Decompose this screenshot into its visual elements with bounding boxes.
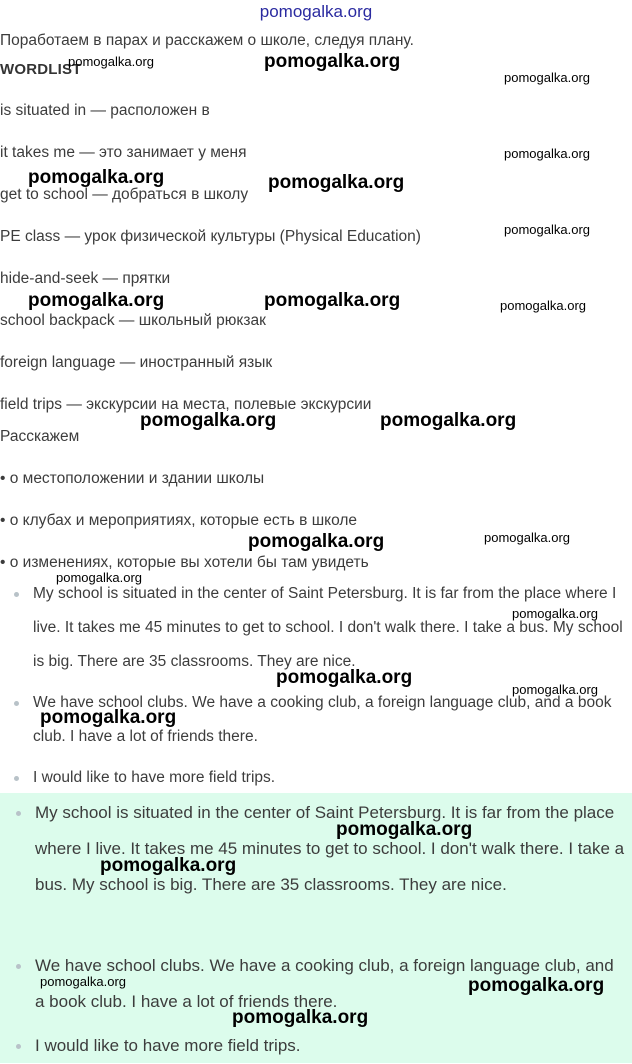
bullet-icon bbox=[16, 964, 21, 969]
watermark: pomogalka.org bbox=[504, 146, 590, 161]
site-header-link[interactable]: pomogalka.org bbox=[259, 2, 373, 21]
watermark: pomogalka.org bbox=[100, 855, 237, 876]
wordlist-item: foreign language — иностранный язык bbox=[0, 354, 273, 371]
answer-text: We have school clubs. We have a cooking club, a foreign language club, and a book club. I have a lot of friends there. bbox=[35, 956, 614, 1011]
watermark: pomogalka.org bbox=[468, 975, 605, 996]
wordlist-item: is situated in — расположен в bbox=[0, 102, 210, 119]
wordlist-title: WORDLIST bbox=[0, 61, 82, 78]
watermark: pomogalka.org bbox=[380, 410, 517, 431]
watermark: pomogalka.org bbox=[484, 530, 570, 545]
wordlist-item: PE class — урок физической культуры (Physical Education) bbox=[0, 228, 421, 245]
watermark: pomogalka.org bbox=[68, 54, 154, 69]
bullet-icon bbox=[16, 811, 21, 816]
plan-item: • о клубах и мероприятиях, которые есть в школе bbox=[0, 512, 358, 529]
watermark: pomogalka.org bbox=[276, 667, 413, 688]
watermark: pomogalka.org bbox=[264, 51, 401, 72]
wordlist-item: school backpack — школьный рюкзак bbox=[0, 312, 266, 329]
watermark: pomogalka.org bbox=[268, 172, 405, 193]
watermark: pomogalka.org bbox=[40, 974, 126, 989]
bullet-icon bbox=[14, 701, 19, 706]
watermark: pomogalka.org bbox=[140, 410, 277, 431]
plan-item: • о местоположении и здании школы bbox=[0, 470, 265, 487]
watermark: pomogalka.org bbox=[504, 70, 590, 85]
watermark: pomogalka.org bbox=[56, 570, 142, 585]
watermark: pomogalka.org bbox=[336, 819, 473, 840]
plan-title: Расскажем bbox=[0, 428, 80, 445]
wordlist-item: hide-and-seek — прятки bbox=[0, 270, 171, 287]
watermark: pomogalka.org bbox=[248, 531, 385, 552]
answer-text: We have school clubs. We have a cooking club, a foreign language club, and a book club. I have a lot of friends there. bbox=[33, 694, 612, 745]
watermark: pomogalka.org bbox=[232, 1007, 369, 1028]
wordlist-item: field trips — экскурсии на места, полевые экскурсии bbox=[0, 396, 372, 413]
answer-text: My school is situated in the center of Saint Petersburg. It is far from the place where I live. It takes me 45 minutes to get to school. I don't walk there. I take a bus. My school is big. There are 35 classrooms. They are nice. bbox=[35, 803, 625, 894]
bullet-icon bbox=[14, 592, 19, 597]
watermark: pomogalka.org bbox=[504, 222, 590, 237]
watermark: pomogalka.org bbox=[500, 298, 586, 313]
plan-item: • о изменениях, которые вы хотели бы там увидеть bbox=[0, 554, 369, 571]
watermark: pomogalka.org bbox=[512, 682, 598, 697]
answer-text: I would like to have more field trips. bbox=[35, 1036, 301, 1055]
bullet-icon bbox=[14, 776, 19, 781]
bullet-icon bbox=[16, 1044, 21, 1049]
task-intro: Поработаем в парах и расскажем о школе, следуя плану. bbox=[0, 32, 414, 49]
wordlist-item: it takes me — это занимает у меня bbox=[0, 144, 247, 161]
watermark: pomogalka.org bbox=[28, 167, 165, 188]
watermark: pomogalka.org bbox=[264, 290, 401, 311]
watermark: pomogalka.org bbox=[40, 707, 177, 728]
wordlist-item: get to school — добраться в школу bbox=[0, 186, 249, 203]
answer-text: I would like to have more field trips. bbox=[33, 769, 276, 786]
answer-text: My school is situated in the center of Saint Petersburg. It is far from the place where I live. It takes me 45 minutes to get to school. I don't walk there. I take a bus. My school is big. There are 35 classrooms. They are nice. bbox=[33, 585, 623, 670]
watermark: pomogalka.org bbox=[512, 606, 598, 621]
watermark: pomogalka.org bbox=[28, 290, 165, 311]
